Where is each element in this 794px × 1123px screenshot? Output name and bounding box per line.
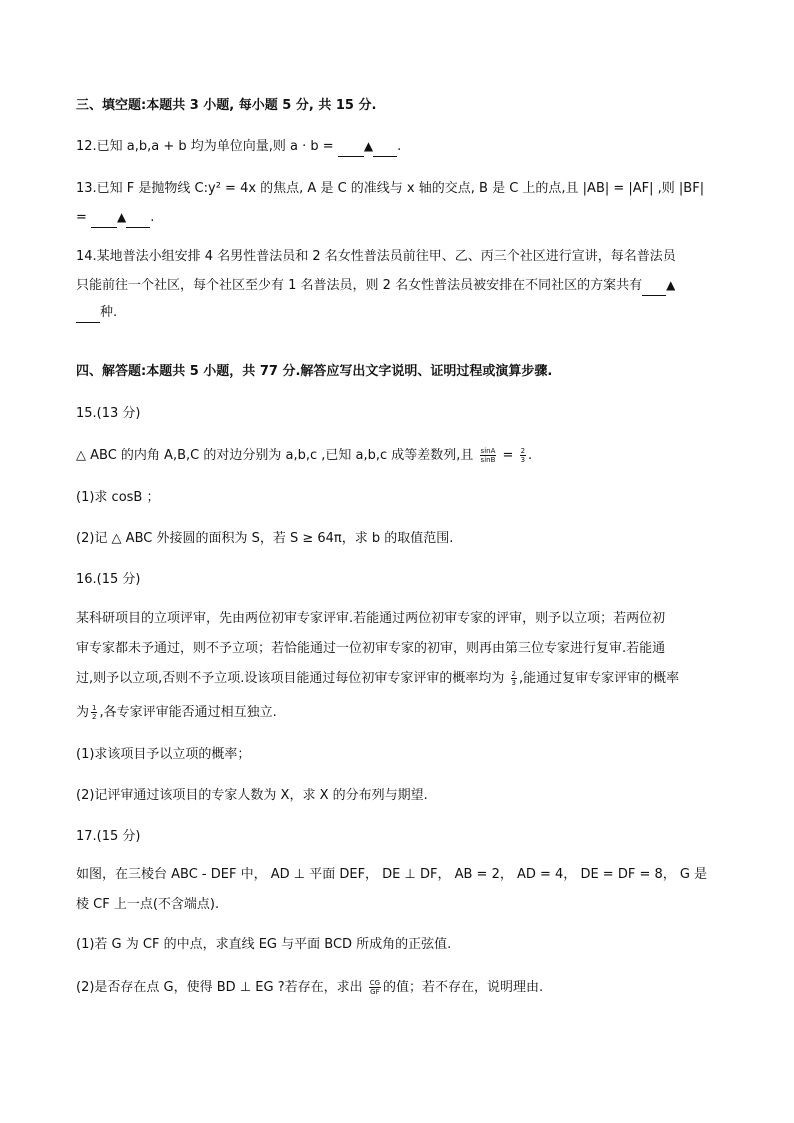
- triangle-mark-icon: ▲: [117, 210, 127, 224]
- question-14-line-2: [76, 276, 720, 296]
- triangle-mark-icon: ▲: [666, 278, 676, 292]
- answer-blank: [126, 209, 150, 228]
- question-17-part-1: (1)若 G 为 CF 的中点，求直线 EG 与平面 BCD 所成角的正弦值.: [76, 937, 452, 952]
- question-17-part-2: [76, 979, 720, 997]
- triangle-mark-icon: ▲: [363, 139, 374, 153]
- sin-ratio-fraction: $\frac{\sin A}{\sin B}$: [480, 447, 496, 464]
- q14-end: 种.: [100, 305, 118, 320]
- q14-text: 只能前往一个社区，每个社区至少有 1 名普法员，则 2 名女性普法员被安排在不同社区的方案共有: [76, 278, 643, 293]
- probability-fraction: $\frac{1}{2}$: [92, 704, 97, 721]
- q12-end: .: [397, 139, 402, 154]
- q12-text: 12.已知 a,b,a + b 均为单位向量,则 a · b =: [76, 139, 334, 154]
- question-16-part-1: (1)求该项目予以立项的概率；: [76, 747, 251, 762]
- answer-blank: [642, 277, 666, 296]
- cg-gf-ratio-fraction: $\frac{CG}{GF}$: [369, 979, 381, 996]
- question-13-line-2: [76, 208, 720, 228]
- question-16-part-2: (2)记评审通过该项目的专家人数为 X，求 X 的分布列与期望.: [76, 788, 428, 803]
- q16-line3-text: 过,则予以立项,否则不予立项.设该项目能通过每位初审专家评审的概率均为: [76, 671, 505, 686]
- question-17-line-2: 棱 CF 上一点(不含端点).: [76, 897, 220, 912]
- q16-line4-tail: ,各专家评审能否通过相互独立.: [99, 705, 277, 720]
- q13-equals: =: [76, 210, 87, 225]
- q17-part2-text: (2)是否存在点 G，使得 BD ⊥ EG ?若存在，求出: [76, 980, 363, 995]
- ratio-value-fraction: $\frac{2}{3}$: [520, 447, 526, 464]
- question-13-line-1: 13.已知 F 是抛物线 C:y² = 4x 的焦点, A 是 C 的准线与 x 轴的交点, B 是 C 上的点,且 |AB| = |AF| ,则 |BF|: [76, 181, 705, 196]
- question-17-header: 17.(15 分): [76, 829, 141, 844]
- question-15-part-1: (1)求 cosB ；: [76, 490, 160, 505]
- section-3-heading: 三、填空题:本题共 3 小题, 每小题 5 分, 共 15 分.: [76, 98, 377, 113]
- question-16-line-3: [76, 670, 720, 688]
- question-12: [76, 137, 720, 157]
- answer-blank: [338, 138, 364, 157]
- answer-blank: [373, 138, 397, 157]
- question-16-header: 16.(15 分): [76, 572, 141, 587]
- question-16-line-1: 某科研项目的立项评审，先由两位初审专家评审.若能通过两位初审专家的评审，则予以立项；若两位初: [76, 611, 666, 626]
- q15-equals: =: [502, 448, 514, 463]
- q17-part2-tail: 的值；若不存在，说明理由.: [383, 980, 544, 995]
- q16-line4-text: 为: [76, 705, 90, 720]
- q15-stem-text: △ ABC 的内角 A,B,C 的对边分别为 a,b,c ,已知 a,b,c 成等差数列,且: [76, 448, 474, 463]
- question-14-line-1: 14.某地普法小组安排 4 名男性普法员和 2 名女性普法员前往甲、乙、丙三个社区进行宣讲，每名普法员: [76, 249, 676, 264]
- question-16-line-2: 审专家都未予通过，则不予立项；若恰能通过一位初审专家的初审，则再由第三位专家进行复审.若能通: [76, 641, 666, 656]
- section-4-heading: 四、解答题:本题共 5 小题，共 77 分.解答应写出文字说明、证明过程或演算步骤.: [76, 364, 553, 379]
- q15-end: .: [528, 448, 533, 463]
- q16-line3-tail: ,能通过复审专家评审的概率: [519, 671, 680, 686]
- answer-blank: [91, 209, 117, 228]
- question-15-header: 15.(13 分): [76, 406, 141, 421]
- question-16-line-4: [76, 704, 720, 722]
- answer-blank: [76, 304, 100, 323]
- question-15-part-2: (2)记 △ ABC 外接圆的面积为 S，若 S ≥ 64π，求 b 的取值范围.: [76, 531, 454, 546]
- question-17-line-1: 如图，在三棱台 ABC - DEF 中， AD ⊥ 平面 DEF， DE ⊥ DF， AB = 2， AD = 4， DE = DF = 8， G 是: [76, 867, 708, 882]
- question-15-stem: [76, 447, 720, 465]
- question-14-line-3: [76, 304, 720, 323]
- q13-end: .: [150, 210, 155, 225]
- probability-fraction: $\frac{2}{3}$: [511, 670, 517, 687]
